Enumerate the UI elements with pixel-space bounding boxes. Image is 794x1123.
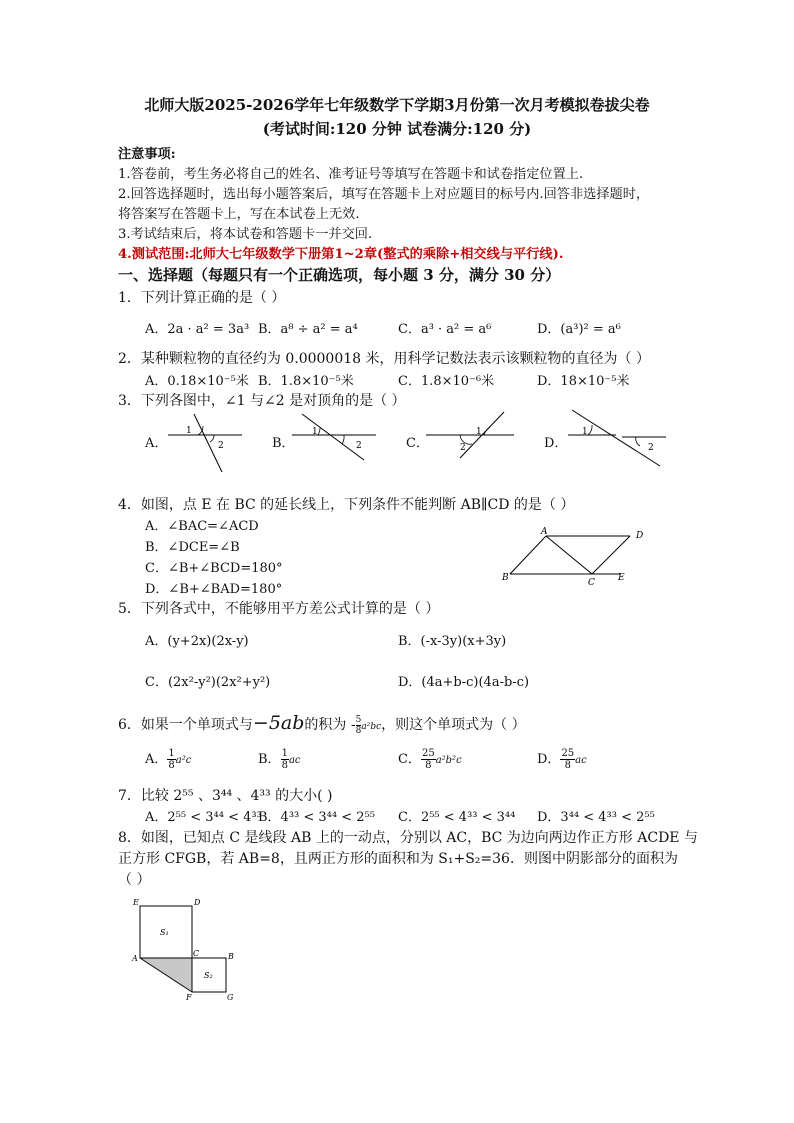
q1-stem: 1．下列计算正确的是（ ） <box>118 290 286 306</box>
q8-line-3: （ ） <box>118 872 151 888</box>
q7-option-a: A．2⁵⁵ < 3⁴⁴ < 4³³ <box>145 810 262 825</box>
q6-option-b: B． $\frac{1}{8}$ ac <box>258 748 301 771</box>
q7-option-c: C．2⁵⁵ < 4³³ < 3⁴⁴ <box>398 810 516 825</box>
q3a-angle-2-label: 2 <box>218 441 224 451</box>
q7-option-d: D．3⁴⁴ < 4³³ < 2⁵⁵ <box>537 810 655 825</box>
q8-area-s2: S₂ <box>204 971 213 980</box>
q6-option-d: D． $\frac{25}{8}$ ac <box>537 748 587 771</box>
q3-figure-b <box>290 406 380 466</box>
q2-option-d: D．18×10⁻⁵米 <box>537 374 630 389</box>
q6-fraction-tail: a²bc <box>361 722 382 732</box>
q5-option-c: C．(2x²-y²)(2x²+y²) <box>145 675 271 690</box>
q2-option-c: C．1.8×10⁻⁶米 <box>398 374 495 389</box>
q4-point-d: D <box>636 531 644 541</box>
q2-option-b: B．1.8×10⁻⁵米 <box>258 374 354 389</box>
q1-option-a: A．2a · a² = 3a³ <box>145 322 250 337</box>
q4-stem: 4．如图，点 E 在 BC 的延长线上，下列条件不能判断 AB∥CD 的是（ ） <box>118 497 575 513</box>
q3b-angle-1-label: 1 <box>312 427 318 437</box>
q4-option-d: D．∠B+∠BAD=180° <box>145 582 283 597</box>
q8-area-s1: S₁ <box>160 928 169 937</box>
q5-stem: 5．下列各式中，不能够用平方差公式计算的是（ ） <box>118 601 440 617</box>
q8-point-e: E <box>133 898 139 907</box>
q6-stem <box>118 712 526 736</box>
q6-monomial: −5ab <box>252 712 305 734</box>
q7-stem: 7．比较 2⁵⁵ 、3⁴⁴ 、4³³ 的大小( ) <box>118 788 333 804</box>
note-4-scope: 4.测试范围:北师大七年级数学下册第1~2章(整式的乘除+相交线与平行线). <box>118 247 564 262</box>
section-choice-heading: 一、选择题（每题只有一个正确选项，每小题 3 分，满分 30 分） <box>118 266 561 284</box>
q4-point-a: A <box>541 527 548 537</box>
q8-point-f: F <box>186 993 192 1002</box>
q3b-angle-2-label: 2 <box>356 441 362 451</box>
q3c-angle-1-label: 1 <box>476 427 482 437</box>
q7-option-b: B．4³³ < 3⁴⁴ < 2⁵⁵ <box>258 810 375 825</box>
q4-point-b: B <box>502 573 509 583</box>
q8-line-1: 8．如图，已知点 C 是线段 AB 上的一动点，分别以 AC，BC 为边向两边作正方形 ACDE 与 <box>118 830 698 846</box>
q1-option-c: C．a³ · a² = a⁶ <box>398 322 492 337</box>
notes-heading: 注意事项: <box>118 147 176 162</box>
q5-option-b: B．(-x-3y)(x+3y) <box>398 634 507 649</box>
q3d-angle-1-label: 1 <box>582 427 588 437</box>
note-2a: 2.回答选择题时，选出每小题答案后，填写在答题卡上对应题目的标号内.回答非选择题时， <box>118 187 650 202</box>
q2-stem: 2．某种颗粒物的直径约为 0.0000018 米，用科学记数法表示该颗粒物的直径为（ ） <box>118 351 650 367</box>
q4-point-e: E <box>618 573 625 583</box>
q3-option-a: A． <box>145 436 168 451</box>
q3c-angle-2-label: 2 <box>460 443 466 453</box>
note-2b: 将答案写在答题卡上，写在本试卷上无效. <box>118 207 360 222</box>
q8-line-2: 正方形 CFGB，若 AB=8，且两正方形的面积和为 S₁+S₂=36．则图中阴影部分的面积为 <box>118 851 678 867</box>
q2-option-a: A．0.18×10⁻⁵米 <box>145 374 249 389</box>
q3-option-b: B． <box>272 436 295 451</box>
q3-figure-a <box>160 406 250 476</box>
q8-point-g: G <box>227 993 234 1002</box>
q3-figure-d <box>560 406 670 470</box>
q8-point-c: C <box>193 949 200 958</box>
q8-figure-squares <box>128 894 248 1006</box>
q4-option-c: C．∠B+∠BCD=180° <box>145 561 283 576</box>
q6-option-c: C． $\frac{25}{8}$ a²b²c <box>398 748 462 771</box>
q1-option-b: B．a⁸ ÷ a² = a⁴ <box>258 322 358 337</box>
q4-point-c: C <box>588 578 595 588</box>
note-3: 3.考试结束后，将本试卷和答题卡一并交回. <box>118 227 373 242</box>
q4-option-a: A．∠BAC=∠ACD <box>145 519 259 534</box>
note-1: 1.答卷前，考生务必将自己的姓名、准考证号等填写在答题卡和试卷指定位置上. <box>118 167 584 182</box>
q5-option-d: D．(4a+b-c)(4a-b-c) <box>398 675 530 690</box>
exam-subtitle: (考试时间:120 分钟 试卷满分:120 分) <box>262 120 532 138</box>
q3d-angle-2-label: 2 <box>648 443 654 453</box>
q6-product-fraction: $\frac{5}{8}$ <box>355 714 362 736</box>
q8-point-d: D <box>194 898 201 907</box>
q4-figure-parallel <box>496 524 656 590</box>
q6-stem-pre: 6．如果一个单项式与 <box>118 717 253 733</box>
q6-stem-mid: 的积为 - <box>304 717 356 733</box>
q4-option-b: B．∠DCE=∠B <box>145 540 240 555</box>
q3-option-c: C． <box>406 436 429 451</box>
q3-figure-c <box>420 406 520 466</box>
q3a-angle-1-label: 1 <box>186 426 192 436</box>
q3-option-d: D． <box>544 436 568 451</box>
q1-option-d: D．(a³)² = a⁶ <box>537 322 621 337</box>
q6-option-a: A． $\frac{1}{8}$ a²c <box>145 748 192 771</box>
q8-point-a: A <box>132 954 138 963</box>
q6-stem-post: ，则这个单项式为（ ） <box>381 717 526 733</box>
q5-option-a: A．(y+2x)(2x-y) <box>145 634 249 649</box>
exam-title: 北师大版2025-2026学年七年级数学下学期3月份第一次月考模拟卷拔尖卷 <box>144 96 650 114</box>
q3-stem: 3．下列各图中，∠1 与∠2 是对顶角的是（ ） <box>118 393 406 409</box>
q8-point-b: B <box>228 952 234 961</box>
